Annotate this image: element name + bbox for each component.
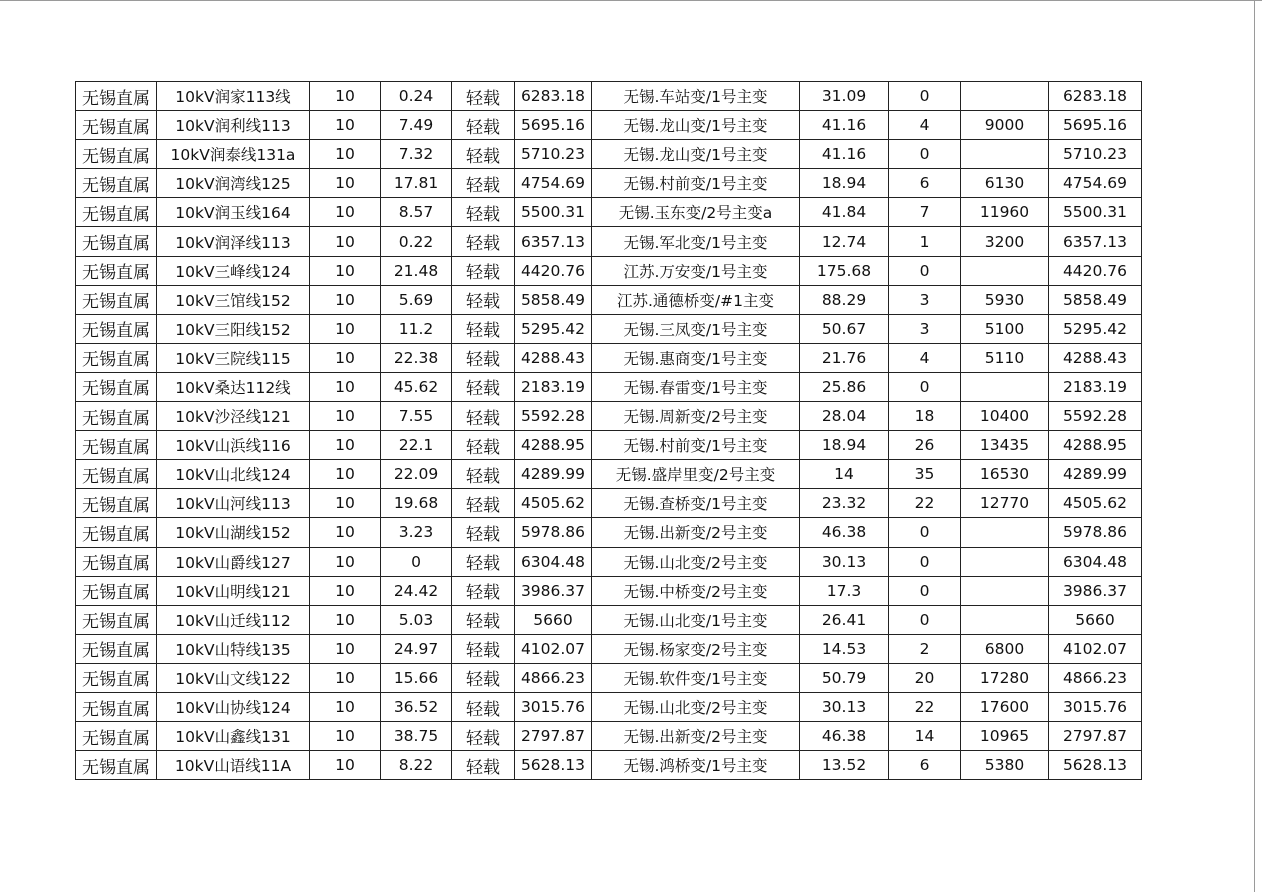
pending-count-cell: 1	[889, 227, 961, 256]
load-rate-cell: 5.69	[381, 285, 452, 314]
status-cell: 轻载	[452, 460, 515, 489]
remaining-capacity-cell: 6304.48	[1049, 547, 1142, 576]
table-row	[76, 547, 1142, 576]
remaining-capacity-cell: 6357.13	[1049, 227, 1142, 256]
table-row	[76, 489, 1142, 518]
transformer-cell: 无锡.周新变/2号主变	[592, 402, 800, 431]
transformer-load-cell: 17.3	[800, 576, 889, 605]
unit-cell: 无锡直属	[76, 431, 157, 460]
transformer-load-cell: 28.04	[800, 402, 889, 431]
remaining-capacity-cell: 6283.18	[1049, 82, 1142, 111]
transformer-load-cell: 26.41	[800, 605, 889, 634]
transformer-cell: 无锡.村前变/1号主变	[592, 169, 800, 198]
capacity-cell: 5500.31	[515, 198, 592, 227]
unit-cell: 无锡直属	[76, 722, 157, 751]
pending-count-cell: 26	[889, 431, 961, 460]
load-rate-cell: 0.24	[381, 82, 452, 111]
line-name-cell: 10kV山明线121	[157, 576, 310, 605]
transformer-cell: 无锡.龙山变/1号主变	[592, 140, 800, 169]
transformer-load-cell: 23.32	[800, 489, 889, 518]
line-name-cell: 10kV山浜线116	[157, 431, 310, 460]
pending-count-cell: 0	[889, 256, 961, 285]
table-row	[76, 576, 1142, 605]
transformer-cell: 无锡.软件变/1号主变	[592, 663, 800, 692]
pending-capacity-cell: 5110	[961, 343, 1049, 372]
unit-cell: 无锡直属	[76, 111, 157, 140]
pending-count-cell: 22	[889, 692, 961, 721]
pending-count-cell: 0	[889, 547, 961, 576]
status-cell: 轻载	[452, 518, 515, 547]
pending-capacity-cell: 6800	[961, 634, 1049, 663]
line-name-cell: 10kV润利线113	[157, 111, 310, 140]
transformer-load-cell: 31.09	[800, 82, 889, 111]
voltage-cell: 10	[310, 82, 381, 111]
pending-count-cell: 35	[889, 460, 961, 489]
remaining-capacity-cell: 4754.69	[1049, 169, 1142, 198]
remaining-capacity-cell: 4289.99	[1049, 460, 1142, 489]
unit-cell: 无锡直属	[76, 314, 157, 343]
table-row	[76, 402, 1142, 431]
transformer-load-cell: 46.38	[800, 722, 889, 751]
unit-cell: 无锡直属	[76, 460, 157, 489]
status-cell: 轻载	[452, 256, 515, 285]
pending-count-cell: 18	[889, 402, 961, 431]
transformer-cell: 无锡.军北变/1号主变	[592, 227, 800, 256]
capacity-cell: 5858.49	[515, 285, 592, 314]
pending-capacity-cell: 10965	[961, 722, 1049, 751]
voltage-cell: 10	[310, 402, 381, 431]
transformer-cell: 无锡.车站变/1号主变	[592, 82, 800, 111]
transformer-cell: 无锡.山北变/2号主变	[592, 547, 800, 576]
load-rate-cell: 5.03	[381, 605, 452, 634]
capacity-cell: 4420.76	[515, 256, 592, 285]
capacity-cell: 4289.99	[515, 460, 592, 489]
transformer-cell: 无锡.鸿桥变/1号主变	[592, 751, 800, 780]
page-right-border	[1254, 0, 1255, 892]
load-rate-cell: 19.68	[381, 489, 452, 518]
remaining-capacity-cell: 4288.95	[1049, 431, 1142, 460]
load-rate-cell: 15.66	[381, 663, 452, 692]
unit-cell: 无锡直属	[76, 547, 157, 576]
load-rate-cell: 0.22	[381, 227, 452, 256]
voltage-cell: 10	[310, 431, 381, 460]
unit-cell: 无锡直属	[76, 751, 157, 780]
line-name-cell: 10kV三馆线152	[157, 285, 310, 314]
table-row	[76, 285, 1142, 314]
table-row	[76, 663, 1142, 692]
remaining-capacity-cell: 2797.87	[1049, 722, 1142, 751]
table-row	[76, 256, 1142, 285]
pending-count-cell: 0	[889, 82, 961, 111]
line-name-cell: 10kV三阳线152	[157, 314, 310, 343]
line-name-cell: 10kV山文线122	[157, 663, 310, 692]
line-name-cell: 10kV山迁线112	[157, 605, 310, 634]
unit-cell: 无锡直属	[76, 372, 157, 401]
pending-capacity-cell	[961, 605, 1049, 634]
voltage-cell: 10	[310, 256, 381, 285]
capacity-cell: 5295.42	[515, 314, 592, 343]
table-row	[76, 169, 1142, 198]
table-row	[76, 634, 1142, 663]
line-name-cell: 10kV润玉线164	[157, 198, 310, 227]
unit-cell: 无锡直属	[76, 82, 157, 111]
pending-capacity-cell	[961, 82, 1049, 111]
capacity-cell: 3986.37	[515, 576, 592, 605]
voltage-cell: 10	[310, 547, 381, 576]
pending-count-cell: 3	[889, 314, 961, 343]
capacity-cell: 4754.69	[515, 169, 592, 198]
capacity-cell: 3015.76	[515, 692, 592, 721]
unit-cell: 无锡直属	[76, 663, 157, 692]
unit-cell: 无锡直属	[76, 402, 157, 431]
status-cell: 轻载	[452, 576, 515, 605]
voltage-cell: 10	[310, 576, 381, 605]
status-cell: 轻载	[452, 431, 515, 460]
remaining-capacity-cell: 5592.28	[1049, 402, 1142, 431]
remaining-capacity-cell: 5978.86	[1049, 518, 1142, 547]
pending-capacity-cell: 5380	[961, 751, 1049, 780]
voltage-cell: 10	[310, 692, 381, 721]
capacity-cell: 4288.95	[515, 431, 592, 460]
unit-cell: 无锡直属	[76, 198, 157, 227]
unit-cell: 无锡直属	[76, 692, 157, 721]
line-name-cell: 10kV山特线135	[157, 634, 310, 663]
table-row	[76, 198, 1142, 227]
transformer-load-cell: 12.74	[800, 227, 889, 256]
voltage-cell: 10	[310, 722, 381, 751]
pending-count-cell: 0	[889, 140, 961, 169]
capacity-cell: 4288.43	[515, 343, 592, 372]
pending-capacity-cell: 11960	[961, 198, 1049, 227]
capacity-cell: 5695.16	[515, 111, 592, 140]
remaining-capacity-cell: 4420.76	[1049, 256, 1142, 285]
status-cell: 轻载	[452, 343, 515, 372]
voltage-cell: 10	[310, 518, 381, 547]
remaining-capacity-cell: 4102.07	[1049, 634, 1142, 663]
pending-capacity-cell	[961, 576, 1049, 605]
capacity-cell: 6283.18	[515, 82, 592, 111]
remaining-capacity-cell: 4288.43	[1049, 343, 1142, 372]
line-name-cell: 10kV山爵线127	[157, 547, 310, 576]
pending-capacity-cell	[961, 140, 1049, 169]
pending-capacity-cell: 17600	[961, 692, 1049, 721]
remaining-capacity-cell: 5858.49	[1049, 285, 1142, 314]
capacity-cell: 2183.19	[515, 372, 592, 401]
status-cell: 轻载	[452, 692, 515, 721]
line-name-cell: 10kV山河线113	[157, 489, 310, 518]
remaining-capacity-cell: 4866.23	[1049, 663, 1142, 692]
transformer-load-cell: 30.13	[800, 547, 889, 576]
status-cell: 轻载	[452, 314, 515, 343]
remaining-capacity-cell: 2183.19	[1049, 372, 1142, 401]
transformer-cell: 无锡.杨家变/2号主变	[592, 634, 800, 663]
remaining-capacity-cell: 3986.37	[1049, 576, 1142, 605]
table-row	[76, 140, 1142, 169]
table-row	[76, 82, 1142, 111]
table-row	[76, 314, 1142, 343]
unit-cell: 无锡直属	[76, 169, 157, 198]
pending-count-cell: 2	[889, 634, 961, 663]
unit-cell: 无锡直属	[76, 227, 157, 256]
table-row	[76, 722, 1142, 751]
load-rate-cell: 21.48	[381, 256, 452, 285]
line-name-cell: 10kV润家113线	[157, 82, 310, 111]
status-cell: 轻载	[452, 82, 515, 111]
load-rate-cell: 7.55	[381, 402, 452, 431]
transformer-cell: 无锡.中桥变/2号主变	[592, 576, 800, 605]
load-rate-cell: 24.42	[381, 576, 452, 605]
transformer-load-cell: 41.84	[800, 198, 889, 227]
unit-cell: 无锡直属	[76, 518, 157, 547]
transformer-load-cell: 30.13	[800, 692, 889, 721]
capacity-cell: 2797.87	[515, 722, 592, 751]
transformer-load-cell: 50.79	[800, 663, 889, 692]
transformer-load-cell: 21.76	[800, 343, 889, 372]
pending-capacity-cell	[961, 547, 1049, 576]
load-rate-cell: 8.57	[381, 198, 452, 227]
remaining-capacity-cell: 5695.16	[1049, 111, 1142, 140]
table-row	[76, 227, 1142, 256]
transformer-cell: 无锡.龙山变/1号主变	[592, 111, 800, 140]
pending-capacity-cell: 9000	[961, 111, 1049, 140]
transformer-cell: 无锡.查桥变/1号主变	[592, 489, 800, 518]
unit-cell: 无锡直属	[76, 256, 157, 285]
feeder-load-table	[75, 81, 1142, 780]
remaining-capacity-cell: 5628.13	[1049, 751, 1142, 780]
load-rate-cell: 3.23	[381, 518, 452, 547]
transformer-load-cell: 25.86	[800, 372, 889, 401]
transformer-cell: 无锡.玉东变/2号主变a	[592, 198, 800, 227]
load-rate-cell: 7.32	[381, 140, 452, 169]
status-cell: 轻载	[452, 285, 515, 314]
load-rate-cell: 36.52	[381, 692, 452, 721]
voltage-cell: 10	[310, 111, 381, 140]
status-cell: 轻载	[452, 489, 515, 518]
load-rate-cell: 8.22	[381, 751, 452, 780]
pending-count-cell: 0	[889, 576, 961, 605]
pending-count-cell: 0	[889, 372, 961, 401]
line-name-cell: 10kV三峰线124	[157, 256, 310, 285]
pending-count-cell: 14	[889, 722, 961, 751]
pending-capacity-cell	[961, 518, 1049, 547]
pending-count-cell: 7	[889, 198, 961, 227]
pending-capacity-cell: 5100	[961, 314, 1049, 343]
unit-cell: 无锡直属	[76, 634, 157, 663]
transformer-cell: 无锡.三凤变/1号主变	[592, 314, 800, 343]
transformer-cell: 无锡.惠商变/1号主变	[592, 343, 800, 372]
capacity-cell: 5978.86	[515, 518, 592, 547]
transformer-load-cell: 18.94	[800, 169, 889, 198]
load-rate-cell: 22.38	[381, 343, 452, 372]
transformer-load-cell: 18.94	[800, 431, 889, 460]
pending-count-cell: 0	[889, 518, 961, 547]
load-rate-cell: 17.81	[381, 169, 452, 198]
pending-capacity-cell: 16530	[961, 460, 1049, 489]
unit-cell: 无锡直属	[76, 605, 157, 634]
capacity-cell: 5710.23	[515, 140, 592, 169]
status-cell: 轻载	[452, 140, 515, 169]
transformer-load-cell: 46.38	[800, 518, 889, 547]
transformer-cell: 无锡.盛岸里变/2号主变	[592, 460, 800, 489]
line-name-cell: 10kV山鑫线131	[157, 722, 310, 751]
status-cell: 轻载	[452, 198, 515, 227]
status-cell: 轻载	[452, 372, 515, 401]
transformer-load-cell: 50.67	[800, 314, 889, 343]
remaining-capacity-cell: 5710.23	[1049, 140, 1142, 169]
pending-capacity-cell: 17280	[961, 663, 1049, 692]
remaining-capacity-cell: 5660	[1049, 605, 1142, 634]
pending-count-cell: 0	[889, 605, 961, 634]
capacity-cell: 4102.07	[515, 634, 592, 663]
transformer-cell: 无锡.出新变/2号主变	[592, 722, 800, 751]
status-cell: 轻载	[452, 402, 515, 431]
pending-count-cell: 6	[889, 751, 961, 780]
table-row	[76, 372, 1142, 401]
line-name-cell: 10kV山协线124	[157, 692, 310, 721]
voltage-cell: 10	[310, 372, 381, 401]
status-cell: 轻载	[452, 111, 515, 140]
unit-cell: 无锡直属	[76, 576, 157, 605]
remaining-capacity-cell: 3015.76	[1049, 692, 1142, 721]
voltage-cell: 10	[310, 663, 381, 692]
unit-cell: 无锡直属	[76, 285, 157, 314]
capacity-cell: 5592.28	[515, 402, 592, 431]
unit-cell: 无锡直属	[76, 343, 157, 372]
capacity-cell: 5660	[515, 605, 592, 634]
table-body	[76, 82, 1142, 780]
transformer-load-cell: 13.52	[800, 751, 889, 780]
status-cell: 轻载	[452, 751, 515, 780]
status-cell: 轻载	[452, 227, 515, 256]
line-name-cell: 10kV桑达112线	[157, 372, 310, 401]
page-top-border	[0, 0, 1262, 1]
table-row	[76, 605, 1142, 634]
status-cell: 轻载	[452, 547, 515, 576]
transformer-load-cell: 88.29	[800, 285, 889, 314]
voltage-cell: 10	[310, 460, 381, 489]
transformer-cell: 无锡.山北变/1号主变	[592, 605, 800, 634]
remaining-capacity-cell: 5295.42	[1049, 314, 1142, 343]
voltage-cell: 10	[310, 285, 381, 314]
capacity-cell: 6304.48	[515, 547, 592, 576]
load-rate-cell: 24.97	[381, 634, 452, 663]
transformer-load-cell: 175.68	[800, 256, 889, 285]
transformer-cell: 江苏.通德桥变/#1主变	[592, 285, 800, 314]
load-rate-cell: 0	[381, 547, 452, 576]
voltage-cell: 10	[310, 169, 381, 198]
pending-count-cell: 6	[889, 169, 961, 198]
transformer-cell: 无锡.山北变/2号主变	[592, 692, 800, 721]
voltage-cell: 10	[310, 605, 381, 634]
line-name-cell: 10kV沙泾线121	[157, 402, 310, 431]
voltage-cell: 10	[310, 489, 381, 518]
transformer-cell: 无锡.出新变/2号主变	[592, 518, 800, 547]
pending-count-cell: 4	[889, 111, 961, 140]
load-rate-cell: 11.2	[381, 314, 452, 343]
status-cell: 轻载	[452, 634, 515, 663]
table-row	[76, 751, 1142, 780]
status-cell: 轻载	[452, 169, 515, 198]
transformer-load-cell: 41.16	[800, 111, 889, 140]
transformer-cell: 无锡.春雷变/1号主变	[592, 372, 800, 401]
table-row	[76, 518, 1142, 547]
pending-capacity-cell: 5930	[961, 285, 1049, 314]
voltage-cell: 10	[310, 227, 381, 256]
capacity-cell: 5628.13	[515, 751, 592, 780]
transformer-cell: 江苏.万安变/1号主变	[592, 256, 800, 285]
table-row	[76, 431, 1142, 460]
line-name-cell: 10kV润湾线125	[157, 169, 310, 198]
load-rate-cell: 38.75	[381, 722, 452, 751]
line-name-cell: 10kV三院线115	[157, 343, 310, 372]
table-row	[76, 343, 1142, 372]
table-row	[76, 460, 1142, 489]
pending-count-cell: 4	[889, 343, 961, 372]
transformer-cell: 无锡.村前变/1号主变	[592, 431, 800, 460]
transformer-load-cell: 14	[800, 460, 889, 489]
line-name-cell: 10kV山北线124	[157, 460, 310, 489]
pending-capacity-cell: 12770	[961, 489, 1049, 518]
unit-cell: 无锡直属	[76, 489, 157, 518]
remaining-capacity-cell: 4505.62	[1049, 489, 1142, 518]
load-rate-cell: 7.49	[381, 111, 452, 140]
pending-capacity-cell: 6130	[961, 169, 1049, 198]
status-cell: 轻载	[452, 663, 515, 692]
status-cell: 轻载	[452, 722, 515, 751]
voltage-cell: 10	[310, 140, 381, 169]
table-row	[76, 111, 1142, 140]
unit-cell: 无锡直属	[76, 140, 157, 169]
load-rate-cell: 22.1	[381, 431, 452, 460]
voltage-cell: 10	[310, 634, 381, 663]
pending-count-cell: 3	[889, 285, 961, 314]
pending-capacity-cell	[961, 372, 1049, 401]
table-row	[76, 692, 1142, 721]
capacity-cell: 4505.62	[515, 489, 592, 518]
line-name-cell: 10kV润泽线113	[157, 227, 310, 256]
capacity-cell: 6357.13	[515, 227, 592, 256]
load-rate-cell: 22.09	[381, 460, 452, 489]
transformer-load-cell: 14.53	[800, 634, 889, 663]
line-name-cell: 10kV润泰线131a	[157, 140, 310, 169]
line-name-cell: 10kV山湖线152	[157, 518, 310, 547]
pending-capacity-cell: 3200	[961, 227, 1049, 256]
voltage-cell: 10	[310, 343, 381, 372]
voltage-cell: 10	[310, 751, 381, 780]
pending-count-cell: 20	[889, 663, 961, 692]
status-cell: 轻载	[452, 605, 515, 634]
pending-capacity-cell: 13435	[961, 431, 1049, 460]
capacity-cell: 4866.23	[515, 663, 592, 692]
pending-capacity-cell	[961, 256, 1049, 285]
pending-count-cell: 22	[889, 489, 961, 518]
pending-capacity-cell: 10400	[961, 402, 1049, 431]
remaining-capacity-cell: 5500.31	[1049, 198, 1142, 227]
line-name-cell: 10kV山语线11A	[157, 751, 310, 780]
voltage-cell: 10	[310, 198, 381, 227]
transformer-load-cell: 41.16	[800, 140, 889, 169]
voltage-cell: 10	[310, 314, 381, 343]
load-rate-cell: 45.62	[381, 372, 452, 401]
